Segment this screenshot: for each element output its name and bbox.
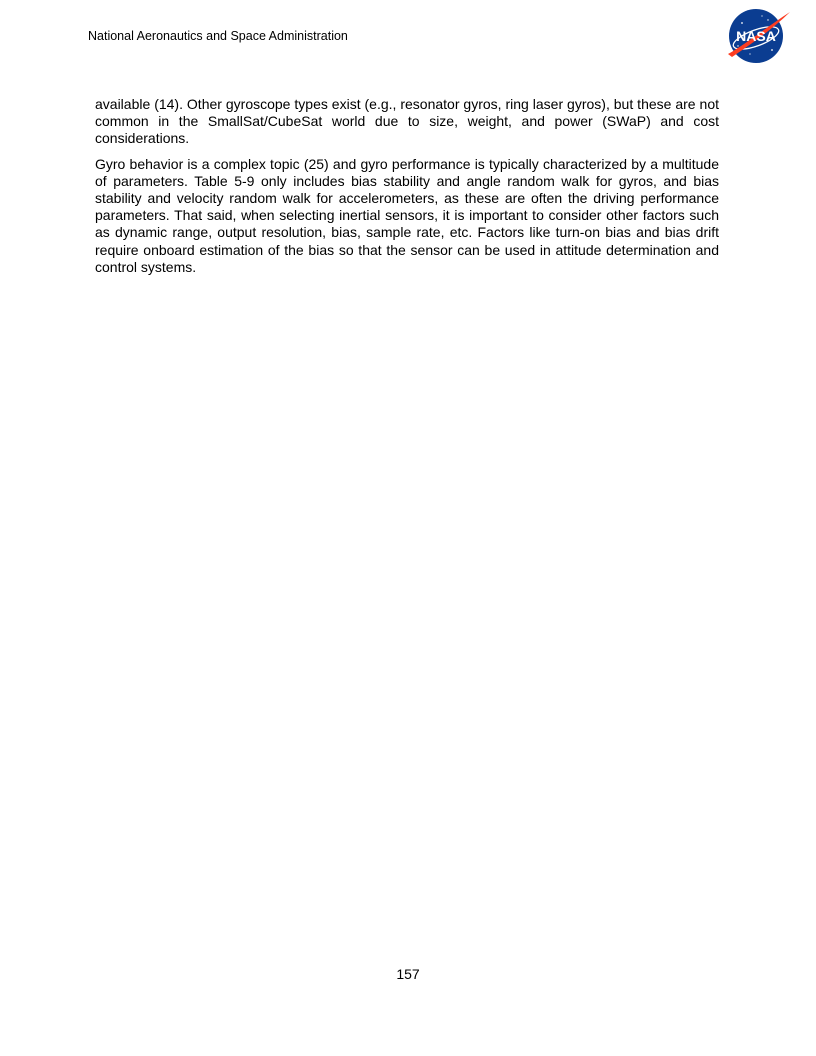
body-content (95, 96, 719, 284)
logo-wordmark: NASA (736, 28, 776, 44)
paragraph-2: Gyro behavior is a complex topic (25) and gyro performance is typically characterized by a multitude of parameters. Table 5-9 only includes bias stability and angle random walk for gyros, and bias stability and velocity random walk for accelerometers, as these are often the driving performance parameters. That said, when selecting inertial sensors, it is important to consider other factors such as dynamic range, output resolution, bias, sample rate, etc. Factors like turn-on bias and bias drift require onboard estimation of the bias so that the sensor can be used in attitude determination and control systems. (95, 155, 719, 275)
nasa-meatball-logo-icon (724, 8, 792, 64)
header-organization: National Aeronautics and Space Administration (88, 29, 348, 43)
paragraph-1: available (14). Other gyroscope types exist (e.g., resonator gyros, ring laser gyros), but these are not common in the SmallSat/CubeSat world due to size, weight, and power (SWaP) and cost considerations. (95, 96, 719, 147)
page-number: 157 (396, 966, 420, 982)
